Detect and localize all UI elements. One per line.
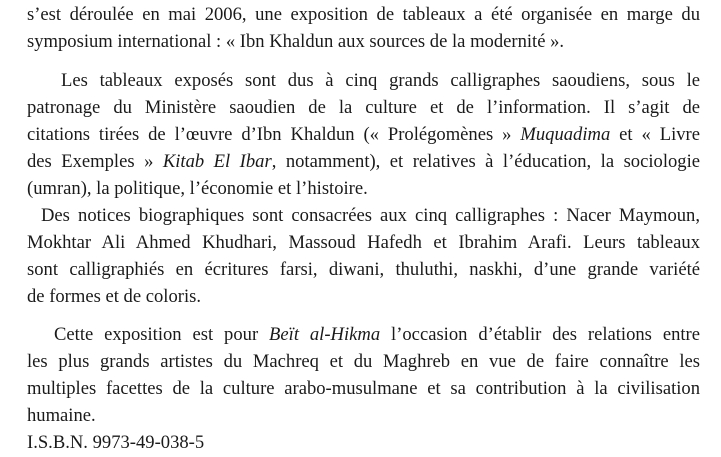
exhibit-line-3 xyxy=(27,122,700,149)
exhibit-line-3-end: et « Livre xyxy=(619,124,700,145)
conclusion-line-1-start: Cette exposition est pour xyxy=(54,324,259,345)
exhibit-line-4 xyxy=(27,149,700,176)
conclusion-line-1 xyxy=(27,322,700,349)
conclusion-line-4: humaine. xyxy=(27,405,96,426)
conclusion-line-1-end: l’occasion d’établir des relations entre xyxy=(391,324,700,345)
biographies-line-1: Des notices biographiques sont consacrées aux cinq calligraphes : Nacer Maymoun, xyxy=(41,205,700,226)
exhibit-line-5: (umran), la politique, l’économie et l’histoire. xyxy=(27,178,368,199)
biographies-line-4: de formes et de coloris. xyxy=(27,286,201,307)
intro-line-2: symposium international : « Ibn Khaldun aux sources de la modernité ». xyxy=(27,31,565,52)
exhibit-line-4-start: des Exemples » xyxy=(27,151,154,172)
biographies-line-2: Mokhtar Ali Ahmed Khudhari, Massoud Hafedh et Ibrahim Arafi. Leurs tableaux xyxy=(27,232,700,253)
conclusion-line-2: les plus grands artistes du Machreq et du Maghreb en vue de faire connaître les xyxy=(27,351,700,372)
intro-line-1: s’est déroulée en mai 2006, une exposition de tableaux a été organisée en marge du xyxy=(27,4,700,25)
exhibit-line-3-text: citations tirées de l’œuvre d’Ibn Khaldun (« Prolégomènes » xyxy=(27,124,512,145)
biographies-line-3: sont calligraphiés en écritures farsi, diwani, thuluthi, naskhi, d’une grande variété xyxy=(27,259,700,280)
exhibit-line-2: patronage du Ministère saoudien de la culture et de l’information. Il s’agit de xyxy=(27,97,700,118)
work-title-muquadima: Muquadima xyxy=(520,124,611,145)
isbn-line: I.S.B.N. 9973-49-038-5 xyxy=(27,432,205,453)
conclusion-line-3: multiples facettes de la culture arabo-musulmane et sa contribution à la civilisation xyxy=(27,378,700,399)
exhibit-line-1: Les tableaux exposés sont dus à cinq grands calligraphes saoudiens, sous le xyxy=(61,70,700,91)
exhibit-line-4-end: , notamment), et relatives à l’éducation, la sociologie xyxy=(271,151,700,172)
work-title-kitab-el-ibar: Kitab El Ibar xyxy=(162,151,272,172)
institution-name-beit-al-hikma: Beït al-Hikma xyxy=(269,324,381,345)
